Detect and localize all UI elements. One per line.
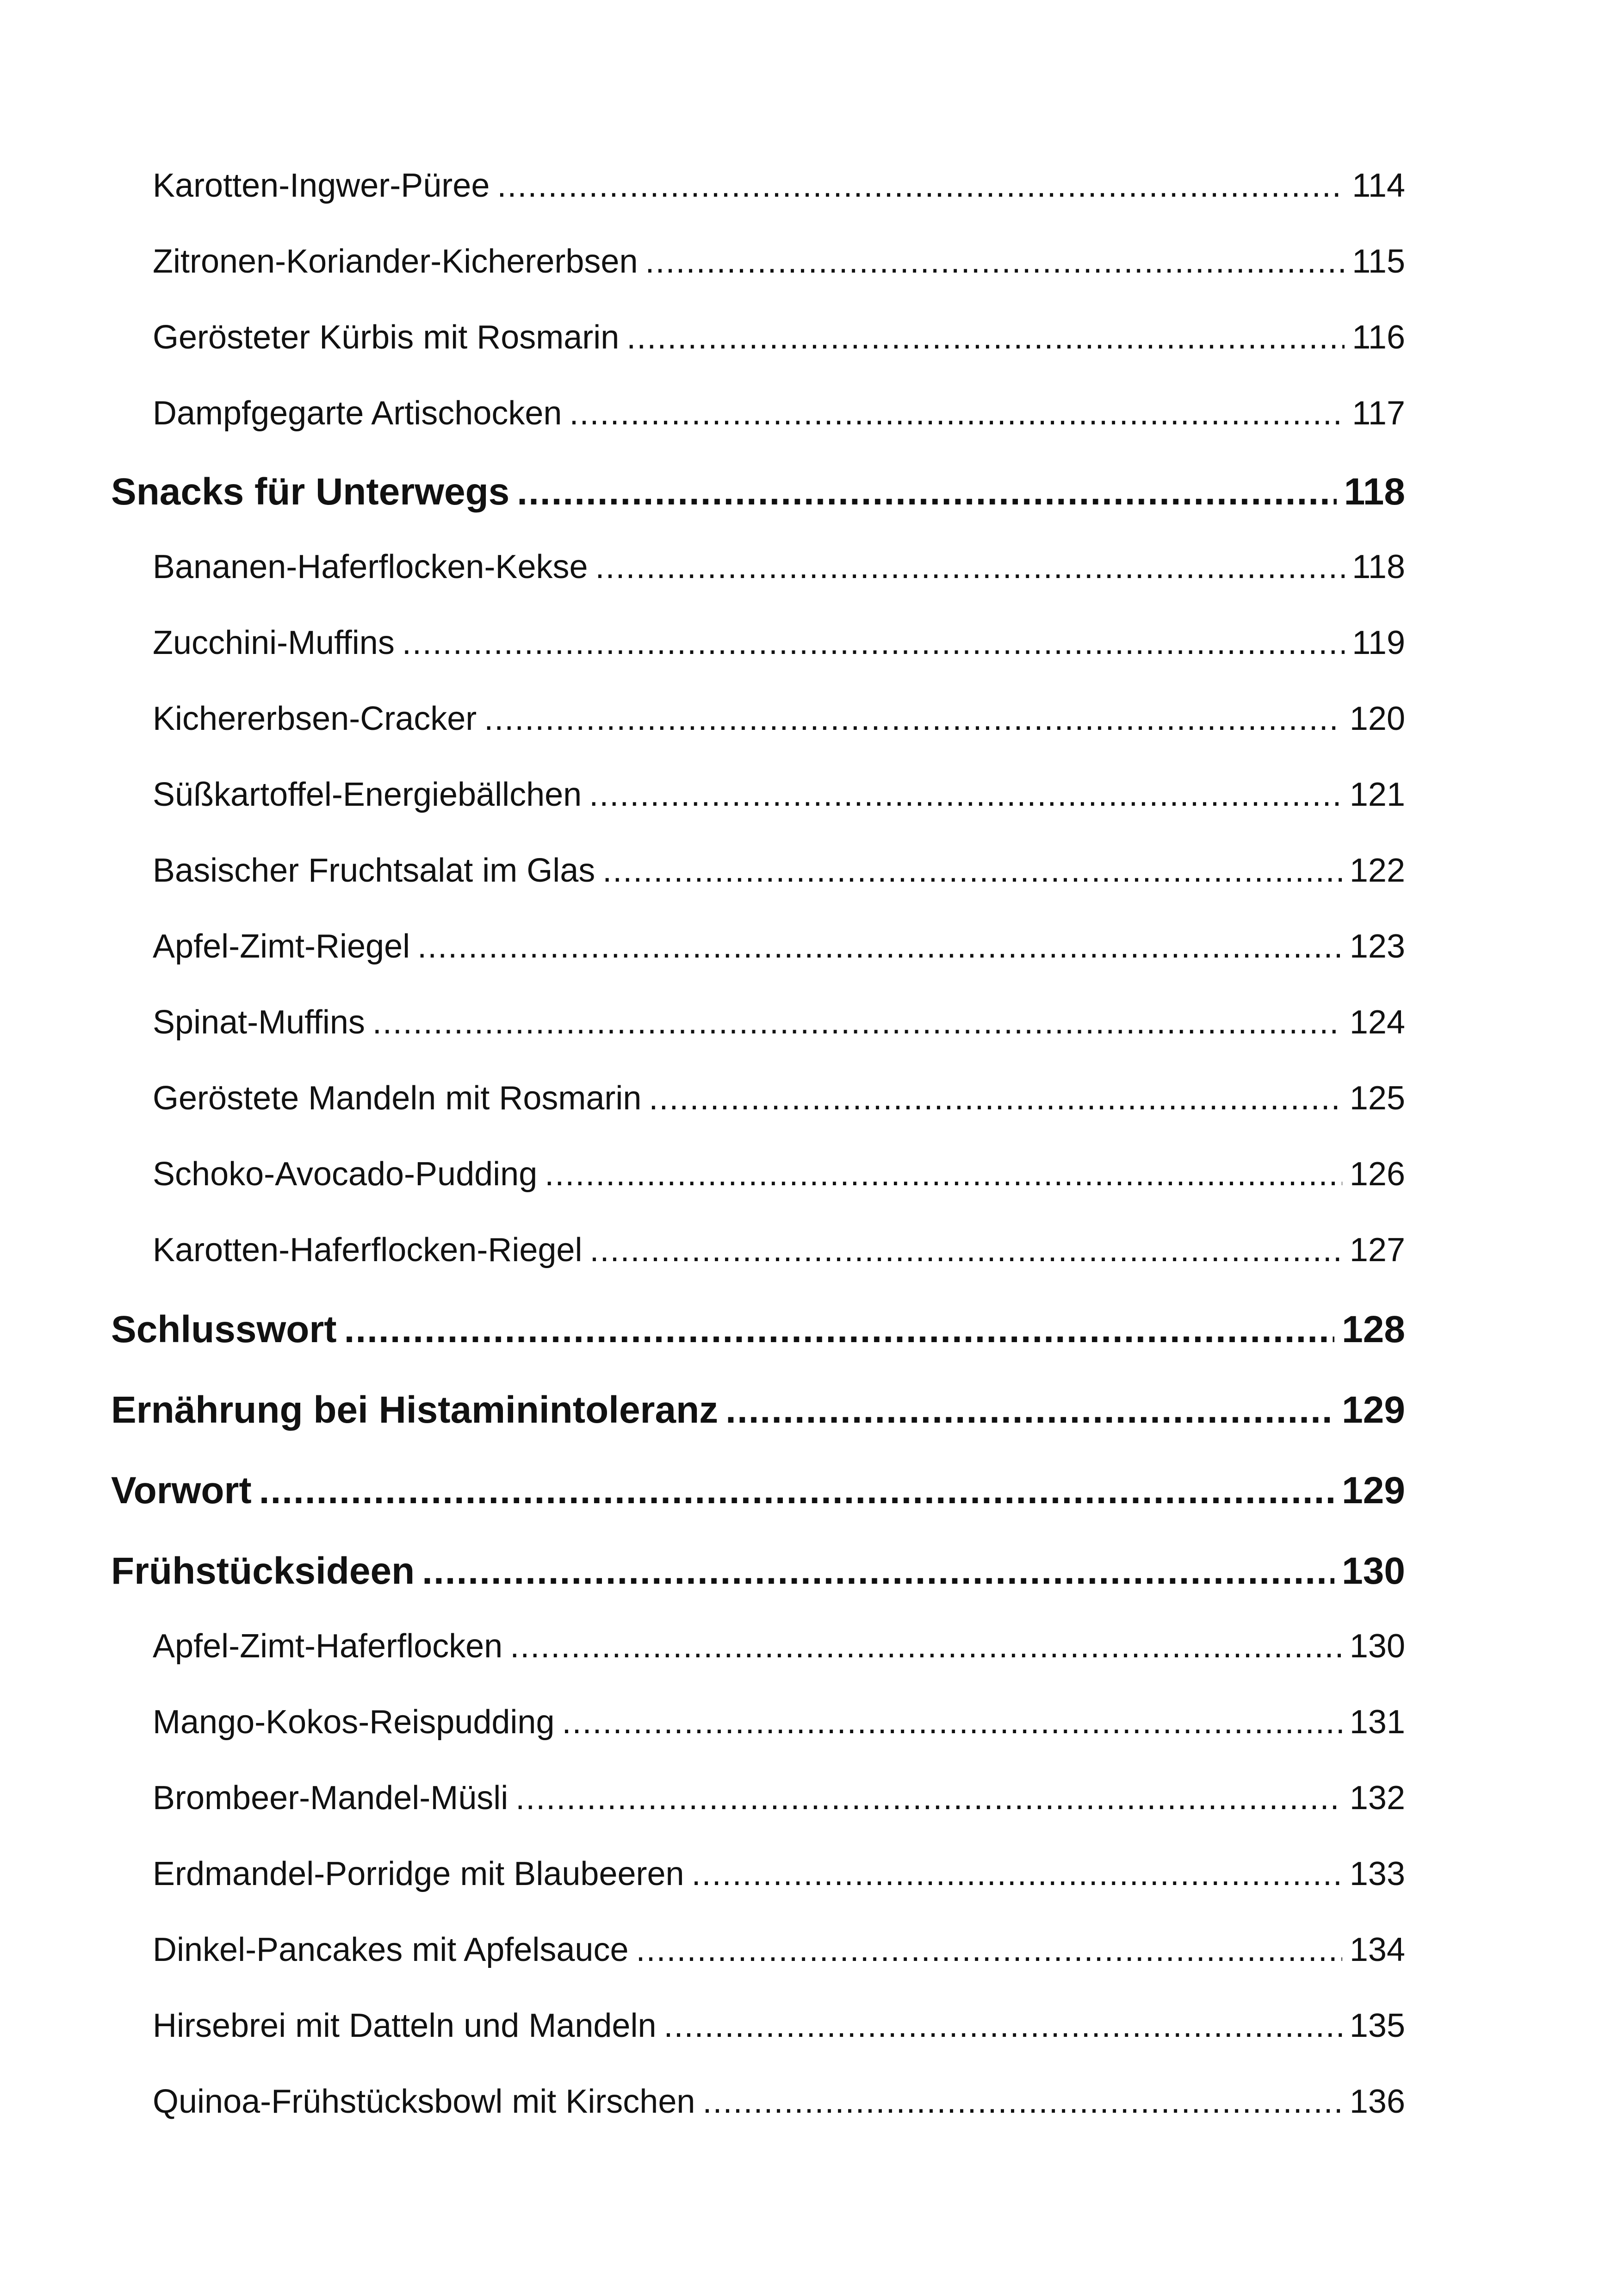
- toc-dot-leader: [645, 243, 1345, 280]
- toc-entry-title: Süßkartoffel-Energiebällchen: [153, 776, 582, 813]
- toc-entry-title: Geröstete Mandeln mit Rosmarin: [153, 1080, 642, 1117]
- toc-entry[interactable]: [111, 394, 1405, 432]
- toc-entry-title: Dinkel-Pancakes mit Apfelsauce: [153, 1931, 629, 1968]
- toc-dot-leader: [515, 1779, 1342, 1817]
- toc-entry-page: 122: [1349, 852, 1405, 889]
- toc-chapter-entry[interactable]: [111, 1469, 1405, 1512]
- toc-entry-page: 135: [1349, 2007, 1405, 2044]
- toc-dot-leader: [562, 1703, 1342, 1741]
- toc-entry-title: Karotten-Ingwer-Püree: [153, 167, 490, 204]
- toc-entry-page: 117: [1352, 395, 1405, 432]
- toc-entry[interactable]: [111, 1231, 1405, 1269]
- toc-chapter-entry[interactable]: [111, 1549, 1405, 1593]
- toc-dot-leader: [517, 470, 1336, 514]
- toc-chapter-page: 128: [1342, 1308, 1405, 1350]
- toc-entry[interactable]: [111, 1155, 1405, 1193]
- toc-entry-title: Apfel-Zimt-Riegel: [153, 928, 410, 965]
- toc-dot-leader: [664, 2007, 1342, 2045]
- toc-chapter-page: 129: [1342, 1469, 1405, 1512]
- toc-dot-leader: [417, 927, 1342, 965]
- toc-entry-title: Zitronen-Koriander-Kichererbsen: [153, 243, 638, 280]
- toc-entry-title: Spinat-Muffins: [153, 1004, 365, 1041]
- toc-entry-page: 119: [1352, 624, 1405, 661]
- toc-dot-leader: [497, 167, 1345, 205]
- toc-entry[interactable]: [111, 1779, 1405, 1817]
- toc-entry-page: 134: [1349, 1931, 1405, 1968]
- toc-entry-page: 114: [1352, 167, 1405, 204]
- toc-entry[interactable]: [111, 2083, 1405, 2121]
- toc-entry-page: 116: [1352, 319, 1405, 356]
- toc-entry-page: 136: [1349, 2083, 1405, 2120]
- toc-dot-leader: [372, 1003, 1342, 1041]
- toc-entry[interactable]: [111, 2007, 1405, 2045]
- toc-dot-leader: [484, 700, 1342, 738]
- toc-entry-title: Brombeer-Mandel-Müsli: [153, 1780, 508, 1817]
- toc-chapter-page: 130: [1342, 1550, 1405, 1592]
- toc-entry-title: Quinoa-Frühstücksbowl mit Kirschen: [153, 2083, 695, 2120]
- toc-dot-leader: [510, 1627, 1342, 1665]
- toc-entry-title: Karotten-Haferflocken-Riegel: [153, 1232, 583, 1269]
- toc-dot-leader: [589, 1231, 1342, 1269]
- toc-entry-page: 130: [1349, 1628, 1405, 1665]
- toc-entry-title: Mango-Kokos-Reispudding: [153, 1704, 555, 1741]
- toc-entry-page: 115: [1352, 243, 1405, 280]
- toc-dot-leader: [259, 1469, 1334, 1512]
- toc-dot-leader: [569, 394, 1345, 432]
- toc-entry-title: Hirsebrei mit Datteln und Mandeln: [153, 2007, 657, 2044]
- toc-entry[interactable]: [111, 852, 1405, 890]
- toc-entry-title: Erdmandel-Porridge mit Blaubeeren: [153, 1855, 684, 1892]
- toc-entry[interactable]: [111, 318, 1405, 356]
- toc-entry-page: 131: [1349, 1704, 1405, 1741]
- toc-entry-page: 120: [1349, 700, 1405, 737]
- toc-entry[interactable]: [111, 1003, 1405, 1041]
- toc-dot-leader: [545, 1155, 1342, 1193]
- toc-chapter-title: Ernährung bei Histaminintoleranz: [111, 1389, 719, 1431]
- toc-chapter-page: 129: [1342, 1389, 1405, 1431]
- toc-entry[interactable]: [111, 700, 1405, 738]
- toc-dot-leader: [595, 548, 1345, 586]
- toc-chapter-page: 118: [1344, 471, 1405, 513]
- toc-chapter-entry[interactable]: [111, 1388, 1405, 1432]
- toc-entry-page: 123: [1349, 928, 1405, 965]
- toc-entry[interactable]: [111, 1079, 1405, 1117]
- toc-dot-leader: [725, 1388, 1334, 1432]
- toc-entry-page: 127: [1349, 1232, 1405, 1269]
- toc-dot-leader: [589, 776, 1342, 814]
- toc-entry[interactable]: [111, 243, 1405, 280]
- toc-entry[interactable]: [111, 1855, 1405, 1893]
- toc-entry-title: Apfel-Zimt-Haferflocken: [153, 1628, 503, 1665]
- toc-entry-title: Kichererbsen-Cracker: [153, 700, 477, 737]
- toc-entry[interactable]: [111, 548, 1405, 586]
- toc-entry[interactable]: [111, 624, 1405, 662]
- toc-dot-leader: [692, 1855, 1342, 1893]
- toc-entry-page: 133: [1349, 1855, 1405, 1892]
- toc-dot-leader: [402, 624, 1345, 662]
- toc-entry[interactable]: [111, 167, 1405, 205]
- toc-entry-page: 132: [1349, 1780, 1405, 1817]
- toc-dot-leader: [602, 852, 1342, 890]
- toc-chapter-entry[interactable]: [111, 470, 1405, 514]
- toc-entry-page: 121: [1349, 776, 1405, 813]
- toc-entry[interactable]: [111, 776, 1405, 814]
- toc-entry-title: Zucchini-Muffins: [153, 624, 395, 661]
- toc-dot-leader: [636, 1931, 1342, 1969]
- toc-entry-title: Bananen-Haferflocken-Kekse: [153, 548, 588, 585]
- toc-entry-page: 125: [1349, 1080, 1405, 1117]
- toc-entry-page: 124: [1349, 1004, 1405, 1041]
- toc-chapter-title: Vorwort: [111, 1469, 252, 1512]
- toc-entry-title: Dampfgegarte Artischocken: [153, 395, 562, 432]
- toc-chapter-title: Schlusswort: [111, 1308, 337, 1350]
- toc-entry-page: 126: [1349, 1156, 1405, 1193]
- toc-dot-leader: [626, 318, 1345, 356]
- toc-entry-title: Schoko-Avocado-Pudding: [153, 1156, 538, 1193]
- toc-entry[interactable]: [111, 1703, 1405, 1741]
- toc-dot-leader: [649, 1079, 1342, 1117]
- toc-entry[interactable]: [111, 927, 1405, 965]
- toc-chapter-entry[interactable]: [111, 1308, 1405, 1351]
- toc-chapter-title: Snacks für Unterwegs: [111, 471, 510, 513]
- toc-entry-title: Gerösteter Kürbis mit Rosmarin: [153, 319, 620, 356]
- toc-dot-leader: [422, 1549, 1334, 1593]
- toc-dot-leader: [702, 2083, 1342, 2121]
- toc-entry-page: 118: [1352, 548, 1405, 585]
- toc-chapter-title: Frühstücksideen: [111, 1550, 415, 1592]
- toc-dot-leader: [344, 1308, 1335, 1351]
- toc-entry-title: Basischer Fruchtsalat im Glas: [153, 852, 595, 889]
- toc-entry[interactable]: [111, 1627, 1405, 1665]
- toc-entry[interactable]: [111, 1931, 1405, 1969]
